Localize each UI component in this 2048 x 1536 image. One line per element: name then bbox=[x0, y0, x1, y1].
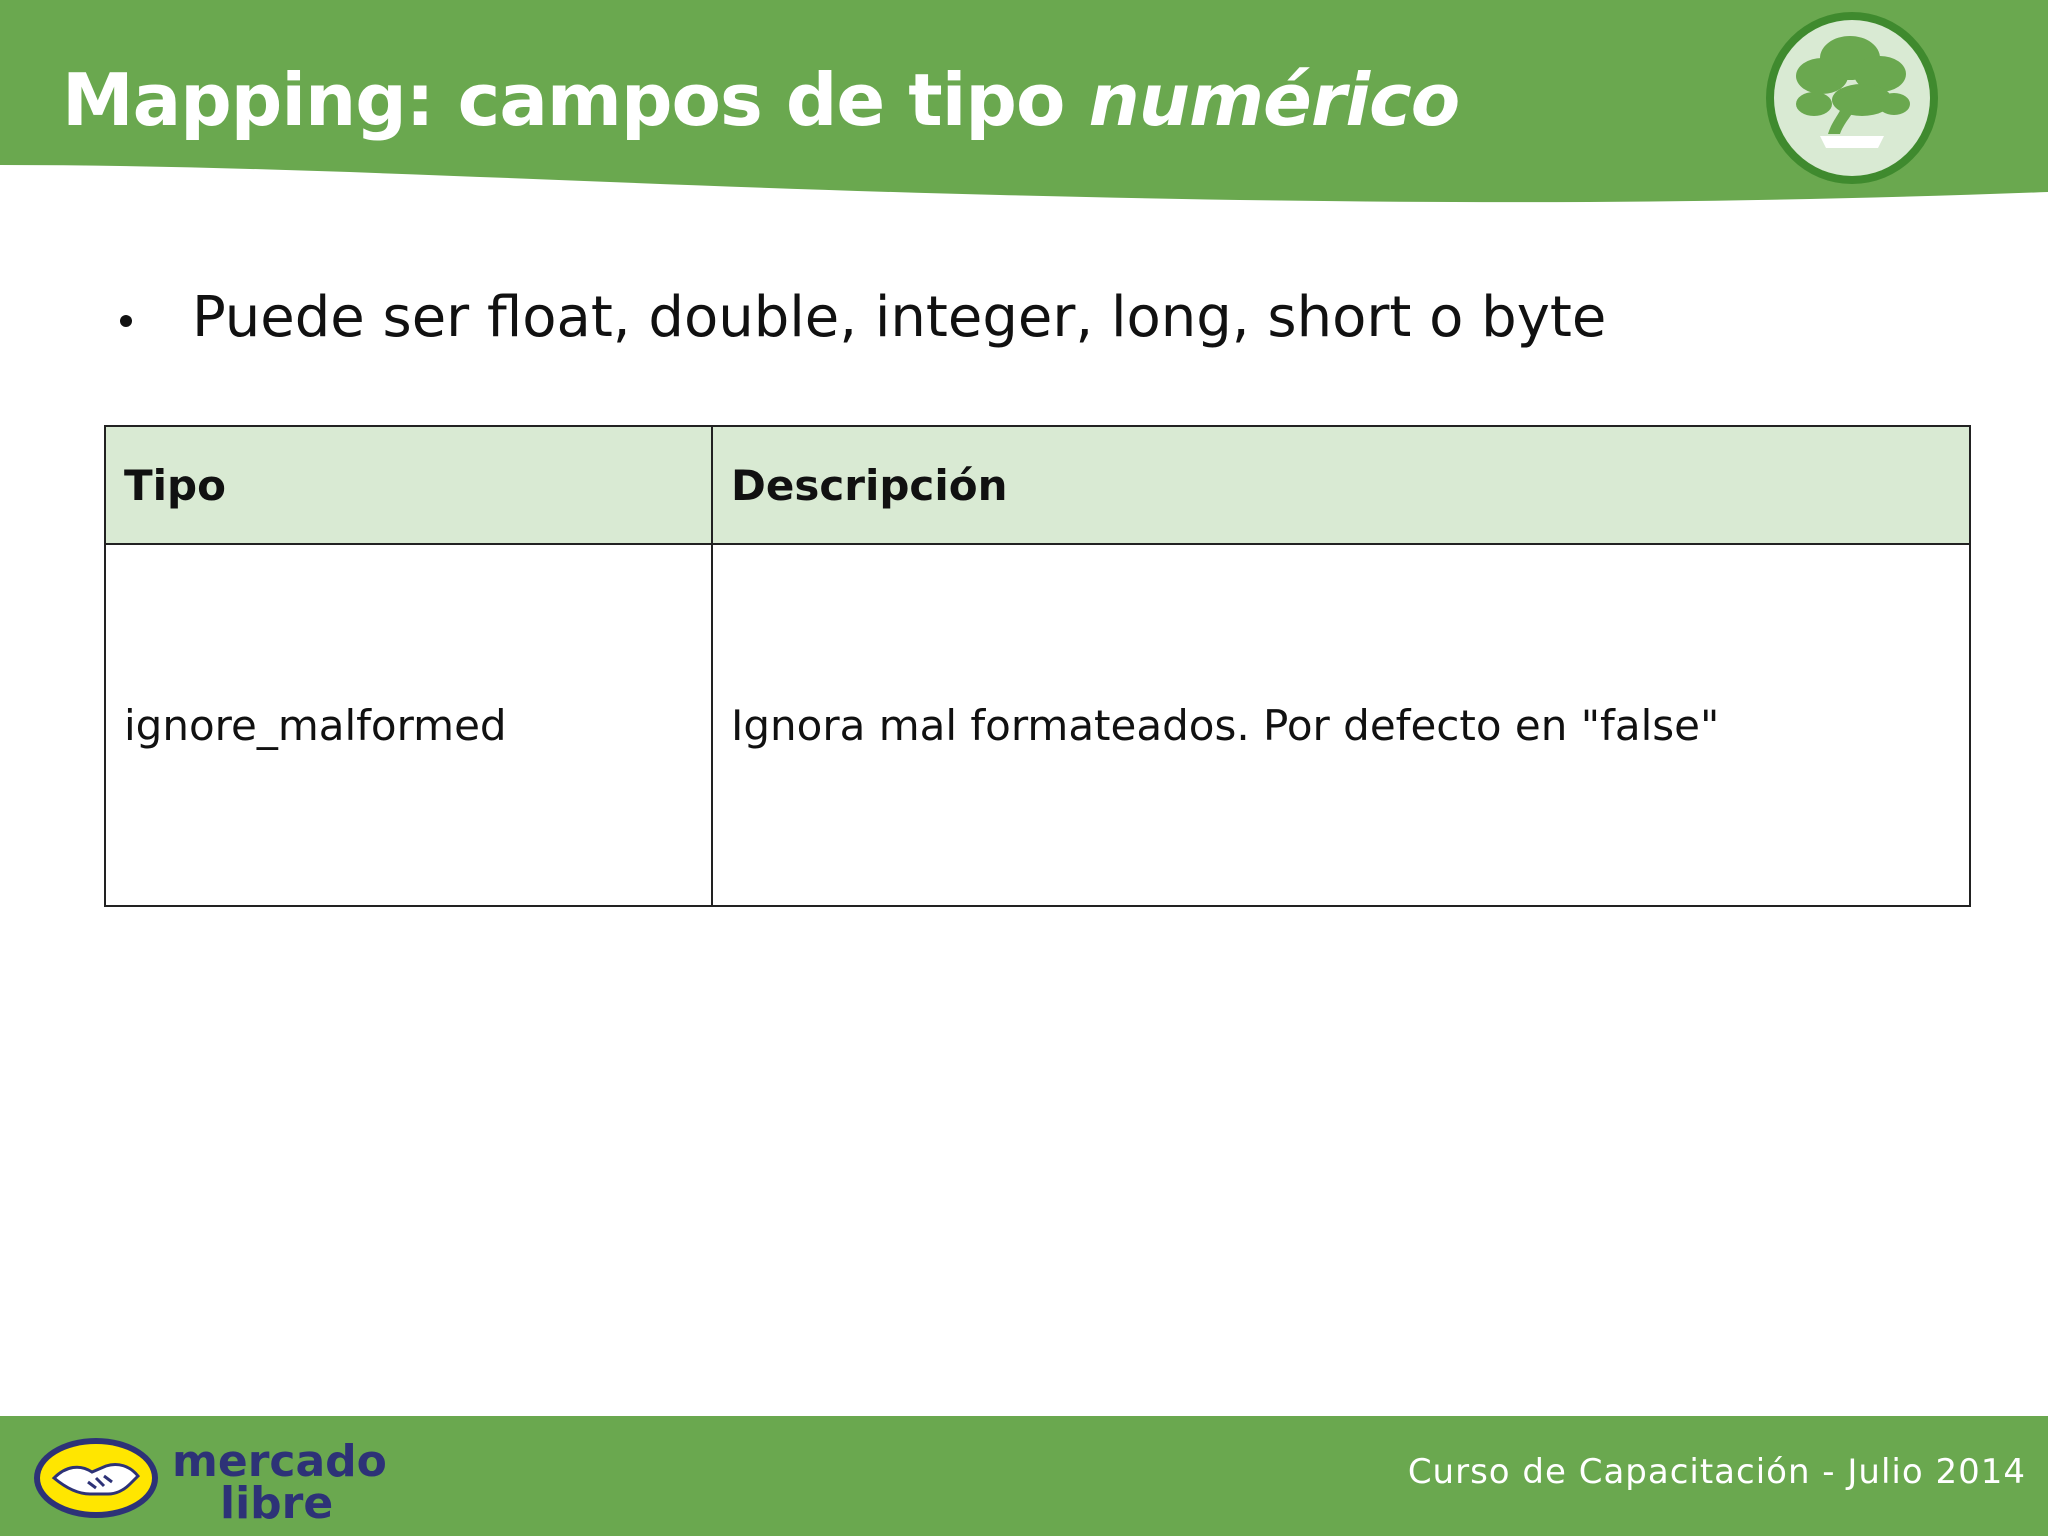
slide-title-emphasis: numérico bbox=[1088, 58, 1460, 142]
table-cell-descripcion: Ignora mal formateados. Por defecto en "false" bbox=[712, 544, 1970, 906]
column-header-tipo: Tipo bbox=[105, 426, 712, 544]
bullet-dot bbox=[120, 315, 132, 327]
logo-text-libre: libre bbox=[220, 1478, 334, 1524]
logo-text-mercado: mercado bbox=[172, 1436, 387, 1487]
bullet-text: Puede ser float, double, integer, long, short o byte bbox=[192, 285, 1607, 350]
course-label: Curso de Capacitación - Julio 2014 bbox=[1407, 1452, 2026, 1492]
handshake-icon bbox=[34, 1438, 158, 1518]
column-header-descripcion: Descripción bbox=[712, 426, 1970, 544]
properties-table bbox=[104, 425, 1971, 907]
table-cell-tipo: ignore_malformed bbox=[105, 544, 712, 906]
bullet-point bbox=[112, 282, 1606, 354]
table-header-row bbox=[105, 426, 1970, 544]
slide-title-main: Mapping: campos de tipo bbox=[62, 58, 1089, 142]
table-row bbox=[105, 544, 1970, 906]
mercadolibre-logo bbox=[32, 1432, 392, 1524]
bonsai-tree-icon bbox=[1762, 8, 1942, 188]
slide-title bbox=[62, 52, 1459, 148]
